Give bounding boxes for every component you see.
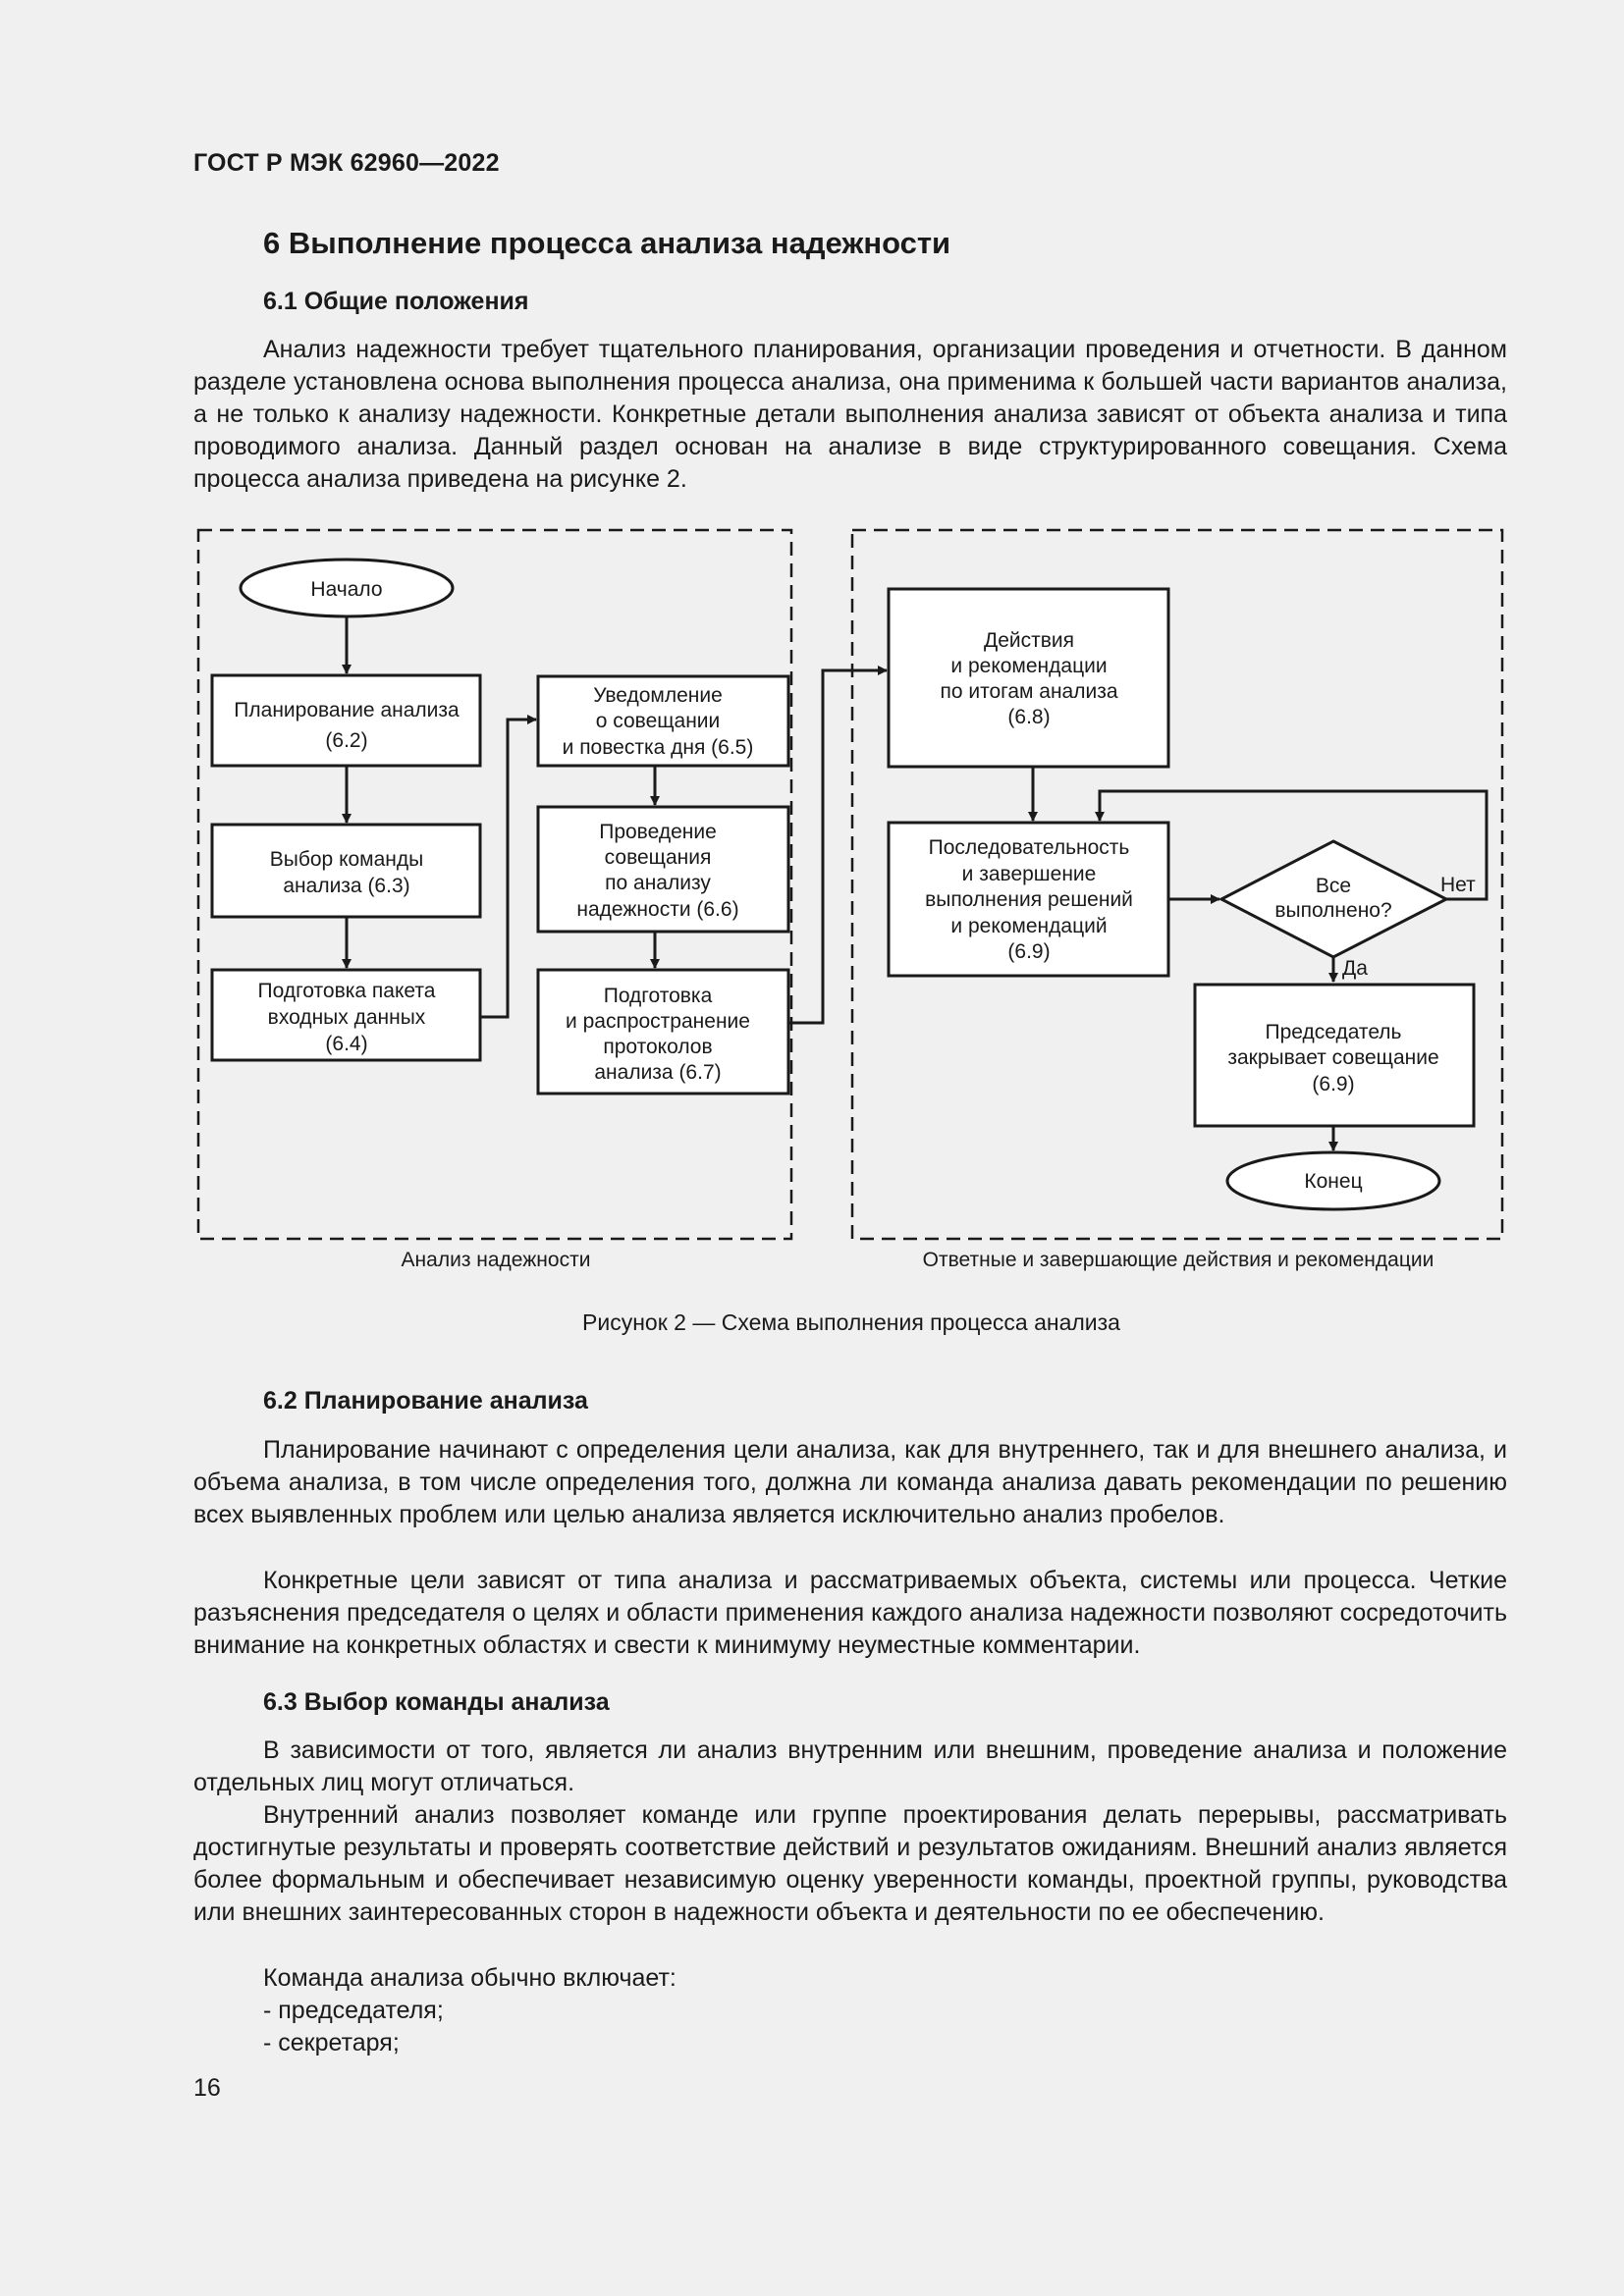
box-6-6-line: по анализу bbox=[605, 872, 711, 894]
box-6-4-line: Подготовка пакета bbox=[257, 980, 436, 1002]
document-header: ГОСТ Р МЭК 62960—2022 bbox=[193, 149, 500, 177]
section-6-1-paragraph: Анализ надежности требует тщательного планирования, организации проведения и отчетности. В данном разделе установлена основа выполнения процесса анализа, она применима к большей части вариантов анализа, а не только к анализу надежности. Конкретные детали выполнения анализа зависят от объекта анализа и типа проводимого анализа. Данный раздел основан на анализе в виде структурированного совещания. Схема процесса анализа приведена на рисунке 2. bbox=[193, 336, 1507, 493]
box-6-8-line: и рекомендации bbox=[950, 655, 1108, 677]
box-6-7-line: протоколов bbox=[603, 1036, 713, 1058]
list-item: - секретаря; bbox=[263, 2029, 400, 2056]
page-number: 16 bbox=[193, 2074, 221, 2102]
section-6-2-paragraph-2: Конкретные цели зависят от типа анализа и рассматриваемых объекта, системы или процесса. Четкие разъяснения председателя о целях и области применения каждого анализа надежности позволяют сосредоточить внимание на конкретных областях и свести к минимуму неуместные комментарии. bbox=[193, 1567, 1507, 1659]
yes-label: Да bbox=[1342, 957, 1368, 980]
list-item: - председателя; bbox=[263, 1997, 444, 2024]
section-6-3-title: 6.3 Выбор команды анализа bbox=[263, 1688, 610, 1716]
arrow-6-4-to-6-5 bbox=[480, 720, 536, 1017]
box-6-8-line: Действия bbox=[983, 629, 1075, 652]
section-6-3-paragraph-1: В зависимости от того, является ли анализ внутренним или внешним, проведение анализа и положение отдельных лиц могут отличаться. bbox=[193, 1736, 1507, 1796]
box-6-2-line: Планирование анализа bbox=[234, 699, 460, 721]
box-6-8-line: (6.8) bbox=[1007, 706, 1051, 728]
box-6-9b-line: (6.9) bbox=[1312, 1073, 1355, 1095]
box-6-5-line: и повестка дня (6.5) bbox=[562, 736, 754, 759]
box-6-9-line: Последовательность bbox=[928, 836, 1130, 859]
box-6-3-line: Выбор команды bbox=[269, 848, 424, 871]
box-6-7-line: Подготовка bbox=[603, 985, 713, 1007]
box-6-9b-line: закрывает совещание bbox=[1227, 1046, 1439, 1069]
box-6-4-line: входных данных bbox=[267, 1006, 426, 1029]
section-6-3-paragraph-3: Команда анализа обычно включает: bbox=[263, 1964, 677, 1992]
box-6-9-line: и рекомендаций bbox=[950, 915, 1108, 937]
box-6-7-line: и распространение bbox=[566, 1010, 750, 1033]
box-6-3-line: анализа (6.3) bbox=[283, 875, 410, 897]
box-6-9-line: (6.9) bbox=[1007, 940, 1051, 963]
end-label: Конец bbox=[1304, 1170, 1363, 1193]
box-6-9-line: выполнения решений bbox=[925, 888, 1133, 911]
decision-line: выполнено? bbox=[1274, 899, 1392, 922]
box-6-7-line: анализа (6.7) bbox=[594, 1061, 722, 1084]
box-6-8-line: по итогам анализа bbox=[940, 680, 1118, 703]
box-6-9-line: и завершение bbox=[961, 863, 1097, 885]
box-6-9b-line: Председатель bbox=[1265, 1021, 1402, 1043]
section-6-1-title: 6.1 Общие положения bbox=[263, 288, 529, 315]
section-6-2-title: 6.2 Планирование анализа bbox=[263, 1387, 588, 1415]
start-label: Начало bbox=[310, 578, 383, 601]
box-6-2-line: (6.2) bbox=[325, 729, 368, 752]
box-6-6-line: Проведение bbox=[599, 821, 717, 843]
box-6-8 bbox=[889, 589, 1168, 767]
section-6-title: 6 Выполнение процесса анализа надежности bbox=[263, 226, 951, 260]
section-6-2-paragraph-1: Планирование начинают с определения цели анализа, как для внутреннего, так и для внешнего анализа, и объема анализа, в том числе определения того, должна ли команда анализа давать рекомендации по решению всех выявленных проблем или целью анализа является исключительно анализ пробелов. bbox=[193, 1436, 1507, 1528]
box-6-6-line: надежности (6.6) bbox=[576, 898, 739, 921]
arrow-6-7-to-6-8 bbox=[788, 670, 887, 1023]
box-6-3 bbox=[212, 825, 480, 917]
box-6-5-line: Уведомление bbox=[593, 684, 723, 707]
section-6-3-paragraph-2: Внутренний анализ позволяет команде или группе проектирования делать перерывы, рассматривать достигнутые результаты и проверять соответствие действий и результатов ожиданиям. Внешний анализ является более формальным и обеспечивает независимую оценку уверенности команды, проектной группы, руководства или внешних заинтересованных сторон в надежности объекта и деятельности по ее обеспечению. bbox=[193, 1801, 1507, 1926]
decision-line: Все bbox=[1315, 875, 1352, 897]
left-group-label: Анализ надежности bbox=[401, 1249, 591, 1271]
box-6-5-line: о совещании bbox=[595, 710, 721, 732]
no-label: Нет bbox=[1440, 874, 1476, 896]
figure-caption: Рисунок 2 — Схема выполнения процесса анализа bbox=[582, 1309, 1120, 1335]
box-6-4-line: (6.4) bbox=[325, 1033, 368, 1055]
box-6-6-line: совещания bbox=[604, 846, 712, 869]
right-group-label: Ответные и завершающие действия и рекомендации bbox=[922, 1249, 1435, 1271]
